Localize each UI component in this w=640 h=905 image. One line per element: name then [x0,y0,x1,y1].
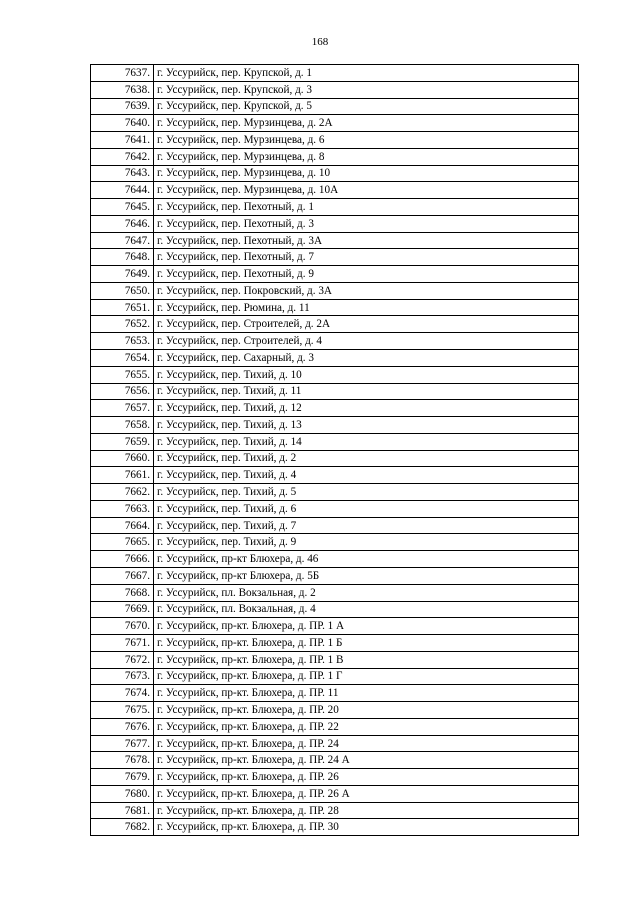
row-address: г. Уссурийск, пр-кт. Блюхера, д. ПР. 11 [154,685,579,702]
row-address: г. Уссурийск, пр-кт. Блюхера, д. ПР. 1 Б [154,635,579,652]
row-address: г. Уссурийск, пер. Крупской, д. 3 [154,81,579,98]
row-address: г. Уссурийск, пер. Тихий, д. 11 [154,383,579,400]
row-address: г. Уссурийск, пер. Пехотный, д. 3 [154,215,579,232]
table-row [91,81,579,98]
row-address: г. Уссурийск, пер. Тихий, д. 5 [154,484,579,501]
row-address: г. Уссурийск, пер. Мурзинцева, д. 10А [154,182,579,199]
row-address: г. Уссурийск, пер. Пехотный, д. 7 [154,249,579,266]
table-row [91,735,579,752]
table-row [91,433,579,450]
row-address: г. Уссурийск, пр-кт. Блюхера, д. ПР. 26 [154,769,579,786]
table-row [91,182,579,199]
table-row [91,635,579,652]
row-number: 7639. [91,98,154,115]
table-row [91,115,579,132]
row-address: г. Уссурийск, пер. Строителей, д. 4 [154,333,579,350]
table-row [91,517,579,534]
row-address: г. Уссурийск, пер. Тихий, д. 9 [154,534,579,551]
row-number: 7679. [91,769,154,786]
row-address: г. Уссурийск, пер. Сахарный, д. 3 [154,350,579,367]
table-row [91,299,579,316]
table-row [91,282,579,299]
row-number: 7644. [91,182,154,199]
row-address: г. Уссурийск, пер. Мурзинцева, д. 2А [154,115,579,132]
row-number: 7651. [91,299,154,316]
table-row [91,383,579,400]
table-row [91,601,579,618]
row-address: г. Уссурийск, пер. Мурзинцева, д. 6 [154,132,579,149]
row-address: г. Уссурийск, пр-кт Блюхера, д. 46 [154,551,579,568]
row-number: 7663. [91,500,154,517]
row-address: г. Уссурийск, пер. Тихий, д. 2 [154,450,579,467]
row-address: г. Уссурийск, пер. Тихий, д. 6 [154,500,579,517]
table-row [91,567,579,584]
row-address: г. Уссурийск, пер. Мурзинцева, д. 8 [154,148,579,165]
row-number: 7667. [91,567,154,584]
row-address: г. Уссурийск, пр-кт. Блюхера, д. ПР. 30 [154,819,579,836]
row-number: 7638. [91,81,154,98]
row-address: г. Уссурийск, пер. Тихий, д. 4 [154,467,579,484]
table-row [91,769,579,786]
row-address: г. Уссурийск, пер. Рюмина, д. 11 [154,299,579,316]
table-row [91,400,579,417]
row-number: 7657. [91,400,154,417]
row-address: г. Уссурийск, пер. Тихий, д. 10 [154,366,579,383]
table-row [91,148,579,165]
table-row [91,266,579,283]
row-number: 7660. [91,450,154,467]
row-number: 7648. [91,249,154,266]
row-address: г. Уссурийск, пр-кт. Блюхера, д. ПР. 1 В [154,651,579,668]
row-number: 7672. [91,651,154,668]
table-row [91,249,579,266]
row-number: 7681. [91,802,154,819]
row-address: г. Уссурийск, пр-кт. Блюхера, д. ПР. 24 [154,735,579,752]
row-number: 7652. [91,316,154,333]
row-number: 7659. [91,433,154,450]
row-address: г. Уссурийск, пер. Пехотный, д. 3А [154,232,579,249]
row-address: г. Уссурийск, пр-кт. Блюхера, д. ПР. 22 [154,718,579,735]
table-row [91,316,579,333]
table-row [91,450,579,467]
row-address: г. Уссурийск, пер. Тихий, д. 12 [154,400,579,417]
table-row [91,551,579,568]
row-number: 7680. [91,785,154,802]
row-number: 7645. [91,199,154,216]
table-row [91,752,579,769]
row-address: г. Уссурийск, пер. Тихий, д. 13 [154,417,579,434]
page-number: 168 [311,36,329,48]
row-number: 7640. [91,115,154,132]
row-number: 7653. [91,333,154,350]
row-address: г. Уссурийск, пер. Крупской, д. 5 [154,98,579,115]
row-number: 7678. [91,752,154,769]
row-address: г. Уссурийск, пр-кт. Блюхера, д. ПР. 1 А [154,618,579,635]
row-address: г. Уссурийск, пр-кт. Блюхера, д. ПР. 1 Г [154,668,579,685]
row-address: г. Уссурийск, пл. Вокзальная, д. 2 [154,584,579,601]
row-number: 7662. [91,484,154,501]
row-number: 7665. [91,534,154,551]
row-address: г. Уссурийск, пер. Тихий, д. 14 [154,433,579,450]
row-number: 7650. [91,282,154,299]
row-address: г. Уссурийск, пр-кт. Блюхера, д. ПР. 24 А [154,752,579,769]
row-address: г. Уссурийск, пер. Мурзинцева, д. 10 [154,165,579,182]
table-row [91,685,579,702]
row-address: г. Уссурийск, пер. Пехотный, д. 9 [154,266,579,283]
row-number: 7646. [91,215,154,232]
row-number: 7671. [91,635,154,652]
row-number: 7661. [91,467,154,484]
table-row [91,785,579,802]
row-number: 7664. [91,517,154,534]
row-number: 7670. [91,618,154,635]
table-row [91,651,579,668]
table-row [91,65,579,82]
table-row [91,618,579,635]
row-number: 7643. [91,165,154,182]
row-number: 7655. [91,366,154,383]
row-number: 7676. [91,718,154,735]
row-address: г. Уссурийск, пер. Тихий, д. 7 [154,517,579,534]
row-number: 7675. [91,702,154,719]
table-row [91,333,579,350]
row-number: 7673. [91,668,154,685]
table-row [91,98,579,115]
row-number: 7669. [91,601,154,618]
table-row [91,467,579,484]
row-number: 7642. [91,148,154,165]
row-address: г. Уссурийск, пл. Вокзальная, д. 4 [154,601,579,618]
row-number: 7677. [91,735,154,752]
table-row [91,350,579,367]
address-table [90,64,579,836]
row-number: 7649. [91,266,154,283]
row-number: 7674. [91,685,154,702]
table-row [91,668,579,685]
row-address: г. Уссурийск, пр-кт. Блюхера, д. ПР. 20 [154,702,579,719]
row-address: г. Уссурийск, пр-кт. Блюхера, д. ПР. 28 [154,802,579,819]
table-row [91,802,579,819]
table-row [91,584,579,601]
row-number: 7682. [91,819,154,836]
row-number: 7637. [91,65,154,82]
row-number: 7656. [91,383,154,400]
row-address: г. Уссурийск, пер. Крупской, д. 1 [154,65,579,82]
table-row [91,199,579,216]
table-row [91,500,579,517]
row-address: г. Уссурийск, пер. Строителей, д. 2А [154,316,579,333]
table-row [91,165,579,182]
table-row [91,366,579,383]
table-row [91,534,579,551]
table-row [91,702,579,719]
row-number: 7647. [91,232,154,249]
address-table-body [91,65,579,836]
table-row [91,819,579,836]
row-address: г. Уссурийск, пр-кт. Блюхера, д. ПР. 26 А [154,785,579,802]
table-row [91,417,579,434]
row-number: 7668. [91,584,154,601]
row-address: г. Уссурийск, пр-кт Блюхера, д. 5Б [154,567,579,584]
row-address: г. Уссурийск, пер. Пехотный, д. 1 [154,199,579,216]
row-number: 7654. [91,350,154,367]
row-number: 7666. [91,551,154,568]
row-address: г. Уссурийск, пер. Покровский, д. 3А [154,282,579,299]
table-row [91,215,579,232]
table-row [91,132,579,149]
row-number: 7658. [91,417,154,434]
table-row [91,232,579,249]
table-row [91,484,579,501]
row-number: 7641. [91,132,154,149]
table-row [91,718,579,735]
